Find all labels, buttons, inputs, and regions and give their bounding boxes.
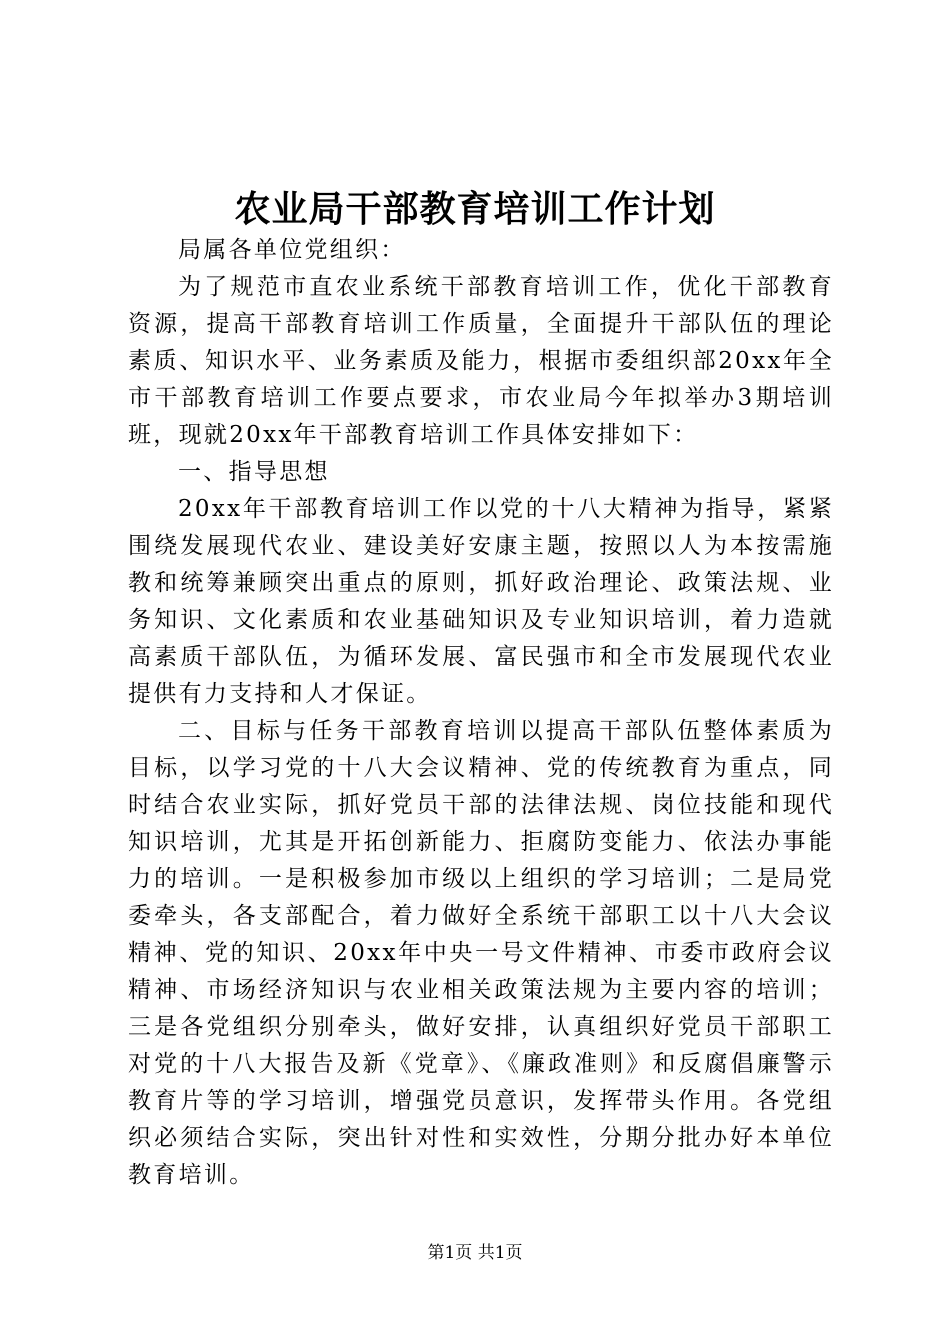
page-footer: 第1页 共1页 bbox=[427, 1243, 523, 1263]
paragraph-goals-and-tasks: 二、目标与任务干部教育培训以提高干部队伍整体素质为目标，以学习党的十八大会议精神、党的传统教育为重点，同时结合农业实际，抓好党员干部的法律法规、岗位技能和现代知识培训，尤其是开拓创新能力、拒腐防变能力、依法办事能力的培训。一是积极参加市级以上组织的学习培训；二是局党委牵头，各支部配合，着力做好全系统干部职工以十八大会议精神、党的知识、20xx年中央一号文件精神、市委市政府会议精神、市场经济知识与农业相关政策法规为主要内容的培训；三是各党组织分别牵头，做好安排，认真组织好党员干部职工对党的十八大报告及新《党章》、《廉政准则》和反腐倡廉警示教育片等的学习培训，增强党员意识，发挥带头作用。各党组织必须结合实际，突出针对性和实效性，分期分批办好本单位教育培训。 bbox=[128, 718, 834, 1188]
paragraph-intro: 为了规范市直农业系统干部教育培训工作，优化干部教育资源，提高干部教育培训工作质量，全面提升干部队伍的理论素质、知识水平、业务素质及能力，根据市委组织部20xx年全市干部教育培训工作要点要求，市农业局今年拟举办3期培训班，现就20xx年干部教育培训工作具体安排如下： bbox=[128, 274, 834, 448]
salutation: 局属各单位党组织： bbox=[178, 237, 406, 263]
document-title: 农业局干部教育培训工作计划 bbox=[234, 188, 716, 230]
document-body bbox=[128, 232, 834, 1194]
paragraph-guiding-thought: 20xx年干部教育培训工作以党的十八大精神为指导，紧紧围绕发展现代农业、建设美好安康主题，按照以人为本按需施教和统筹兼顾突出重点的原则，抓好政治理论、政策法规、业务知识、文化素质和农业基础知识及专业知识培训，着力造就高素质干部队伍，为循环发展、富民强市和全市发展现代农业提供有力支持和人才保证。 bbox=[128, 496, 834, 707]
section-heading-guiding-thought: 一、指导思想 bbox=[178, 459, 330, 485]
